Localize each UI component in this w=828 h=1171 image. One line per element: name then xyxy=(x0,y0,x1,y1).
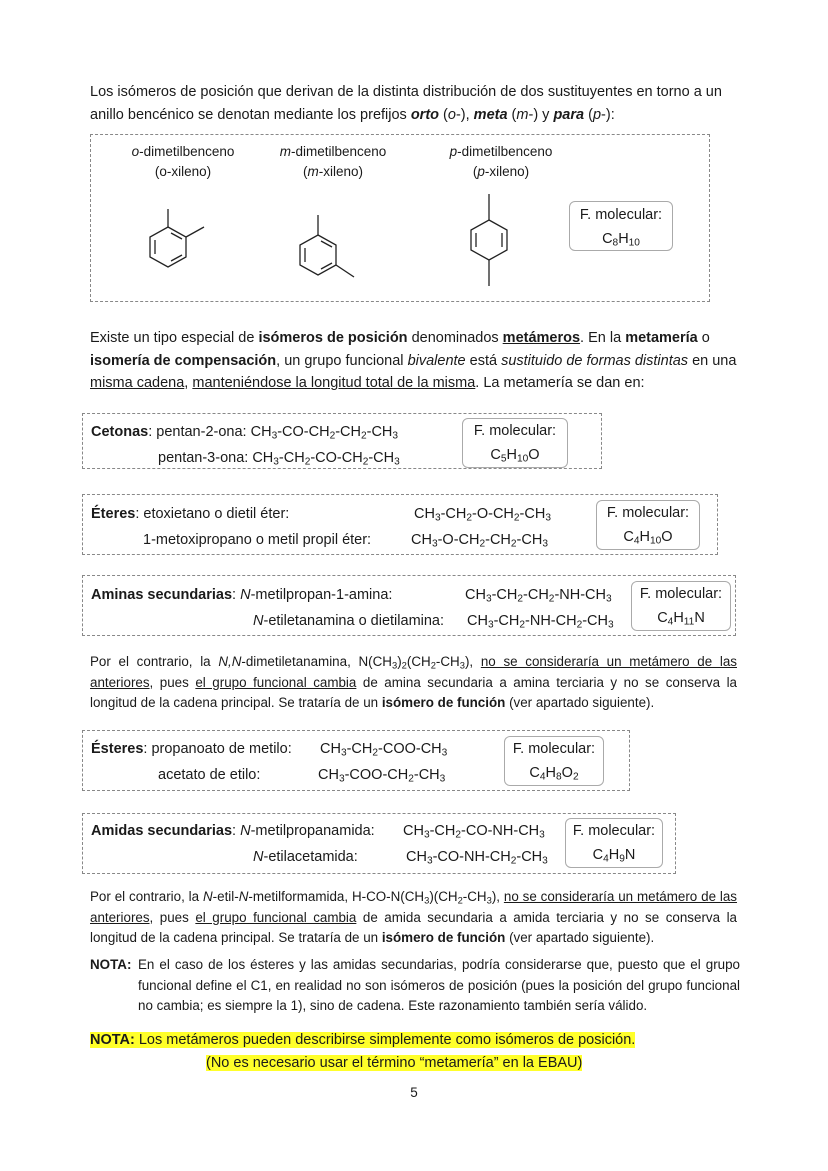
para-xylene-label: p-dimetilbenceno (p-xileno) xyxy=(449,144,553,179)
intro-paragraph: Los isómeros de posición que derivan de la distinta distribución de dos sustituyentes en torno a un anillo bencénico se denotan mediante los prefijos orto (o-), meta (m-) y para (p-): xyxy=(90,84,722,123)
esteres-formula-2: $CH_3-COO-CH_2-CH_3$ xyxy=(318,767,446,785)
nota-esteres-amidas xyxy=(90,955,740,1017)
amidas-row-2: N-etilacetamida: xyxy=(253,849,358,865)
aminas-row-1: Aminas secundarias: N-metilpropan-1-amina: xyxy=(91,587,393,603)
xylene-molecular-formula: F. molecular: $C_8H_{10}$ xyxy=(569,201,673,251)
cetonas-row-2: pentan-3-ona: $CH_3-CH_2-CO-CH_2-CH_3$ xyxy=(158,450,400,468)
cetonas-row-1: Cetonas: pentan-2-ona: $CH_3-CO-CH_2-CH_2-CH_3$ xyxy=(91,424,399,442)
eteres-formula-2: $CH_3-O-CH_2-CH_2-CH_3$ xyxy=(411,532,548,550)
esteres-molecular-formula: F. molecular: $C_4H_8O_2$ xyxy=(504,736,604,786)
amidas-formula-1: $CH_3-CH_2-CO-NH-CH_3$ xyxy=(403,823,545,841)
page-number: 5 xyxy=(410,1085,418,1100)
aminas-formula-1: $CH_3-CH_2-CH_2-NH-CH_3$ xyxy=(465,587,612,605)
amidas-note: Por el contrario, la N-etil-N-metilformamida, $H-CO-N(CH_3)(CH_2-CH_3)$, no se consideraría un metámero de las anteriores, pues el grupo funcional cambia de amida secundaria a amida terciaria y no se conserva la longitud de la cadena principal. Se trataría de un isómero de función (ver apartado siguiente). xyxy=(90,889,738,945)
aminas-row-2: N-etiletanamina o dietilamina: xyxy=(253,613,445,629)
eteres-row-1: Éteres: etoxietano o dietil éter: xyxy=(91,506,290,522)
eteres-molecular-formula: F. molecular: $C_4H_{10}O$ xyxy=(596,500,700,550)
amidas-row-1: Amidas secundarias: N-metilpropanamida: xyxy=(91,823,375,839)
esteres-row-1: Ésteres: propanoato de metilo: xyxy=(91,741,292,757)
amidas-formula-2: $CH_3-CO-NH-CH_2-CH_3$ xyxy=(406,849,548,867)
aminas-formula-2: $CH_3-CH_2-NH-CH_2-CH_3$ xyxy=(467,613,614,631)
esteres-row-2: acetato de etilo: xyxy=(158,767,261,783)
meta-xylene-label: m-dimetilbenceno (m-xileno) xyxy=(279,144,387,179)
aminas-molecular-formula: F. molecular: $C_4H_{11}N$ xyxy=(631,581,731,631)
aminas-note: Por el contrario, la N,N-dimetiletanamina, $N(CH_3)_2(CH_2-CH_3)$, no se consideraría un metámero de las anteriores, pues el grupo funcional cambia de amina secundaria a amina terciaria y no se conserva la longitud de la cadena principal. Se trataría de un isómero de función (ver apartado siguiente). xyxy=(90,654,737,710)
metameros-paragraph: Existe un tipo especial de isómeros de posición denominados metámeros. En la metamería o isomería de compensación, un grupo funcional bivalente está sustituido de formas distintas en una misma cadena, manteniéndose la longitud total de la misma. La metamería se dan en: xyxy=(90,330,737,391)
nota-highlight-line-2: (No es necesario usar el término “metamería” en la EBAU) xyxy=(206,1055,583,1071)
nota-label: NOTA: xyxy=(90,957,132,972)
meta-xylene-structure xyxy=(285,205,375,295)
para-xylene-structure xyxy=(456,186,526,294)
nota-text: En el caso de los ésteres y las amidas secundarias, podría considerarse que, puesto que el grupo funcional define el C1, en realidad no son isómeros de posición (pues la posición del grupo funcional no cambia; es siempre la 1), sino de cadena. Este razonamiento también sería válido. xyxy=(138,957,740,1013)
esteres-formula-1: $CH_3-CH_2-COO-CH_3$ xyxy=(320,741,448,759)
eteres-formula-1: $CH_3-CH_2-O-CH_2-CH_3$ xyxy=(414,506,551,524)
eteres-row-2: 1-metoxipropano o metil propil éter: xyxy=(143,532,372,548)
nota-highlight-line-1: NOTA: Los metámeros pueden describirse simplemente como isómeros de posición. xyxy=(90,1032,636,1048)
ortho-xylene-structure xyxy=(135,205,225,285)
amidas-molecular-formula: F. molecular: $C_4H_9N$ xyxy=(565,818,663,868)
cetonas-molecular-formula: F. molecular: $C_5H_{10}O$ xyxy=(462,418,568,468)
ortho-xylene-label: o-dimetilbenceno (o-xileno) xyxy=(131,144,235,179)
